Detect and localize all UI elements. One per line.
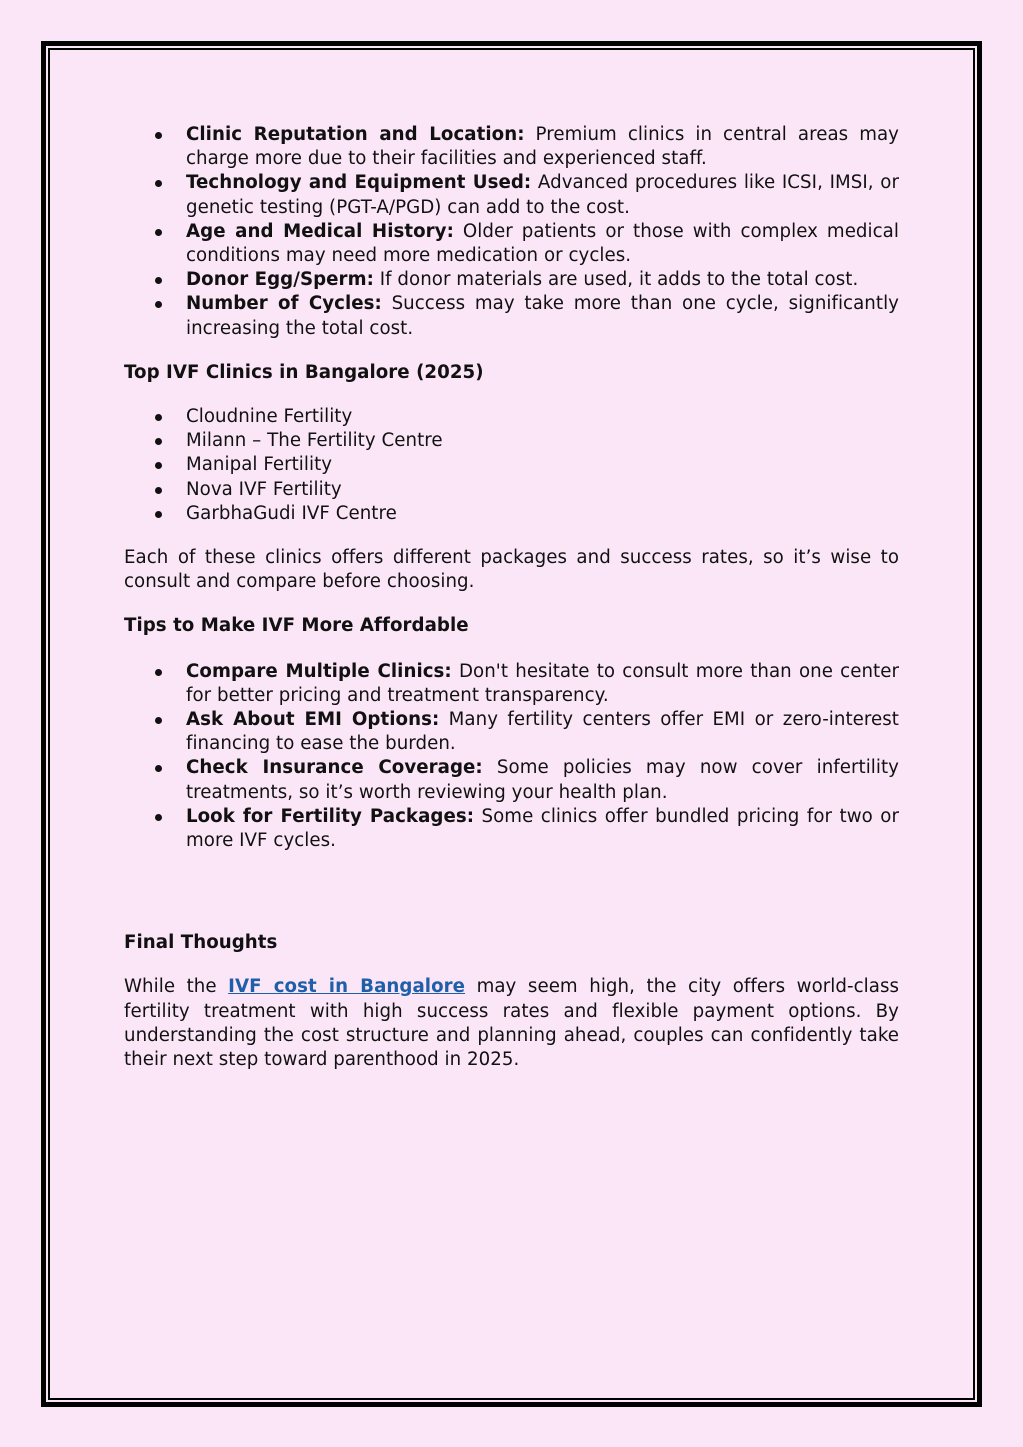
item-text: Premium clinics in central areas may charge more due to their facilities and experienced staff. [186, 124, 899, 170]
final-paragraph [124, 975, 899, 1072]
item-text: If donor materials are used, it adds to the total cost. [373, 269, 859, 291]
list-item: Milann – The Fertility Centre [186, 429, 899, 453]
item-term: Number of Cycles: [186, 293, 382, 315]
list-item [186, 171, 899, 219]
item-term: Technology and Equipment Used: [186, 172, 532, 194]
item-text: Some policies may now cover infertility treatments, so it’s worth reviewing your health plan. [186, 757, 899, 803]
list-item: Cloudnine Fertility [186, 405, 899, 429]
list-item: Manipal Fertility [186, 453, 899, 477]
item-term: Check Insurance Coverage: [186, 757, 483, 779]
list-item [186, 123, 899, 171]
clinics-heading: Top IVF Clinics in Bangalore (2025) [124, 361, 484, 383]
item-term: Look for Fertility Packages: [186, 805, 475, 827]
list-item [186, 660, 899, 708]
list-item [186, 292, 899, 340]
cost-factors-list [124, 123, 899, 341]
clinics-list [124, 405, 899, 526]
item-term: Ask About EMI Options: [186, 709, 440, 731]
item-term: Compare Multiple Clinics: [186, 660, 452, 682]
item-text: Don't hesitate to consult more than one center for better pricing and treatment transparency. [186, 660, 899, 706]
list-item [186, 268, 899, 292]
item-text: Many fertility centers offer EMI or zero-interest financing to ease the burden. [186, 709, 899, 755]
list-item [186, 220, 899, 268]
final-heading: Final Thoughts [124, 932, 278, 954]
final-text-after: may seem high, the city offers world-class fertility treatment with high success rates and flexible payment options. By understanding the cost structure and planning ahead, couples can confidently take their next step toward parenthood in 2025. [124, 976, 900, 1071]
final-text-before: While the [124, 976, 229, 998]
clinics-note: Each of these clinics offers different packages and success rates, so it’s wise to consult and compare before choosing. [124, 547, 899, 593]
list-item: Nova IVF Fertility [186, 478, 899, 502]
tips-list [124, 660, 899, 854]
list-item [186, 805, 899, 853]
item-text: Some clinics offer bundled pricing for two or more IVF cycles. [186, 805, 899, 852]
list-item: GarbhaGudi IVF Centre [186, 502, 899, 526]
document-content [124, 123, 899, 1072]
item-text: Success may take more than one cycle, significantly increasing the total cost. [186, 293, 899, 339]
list-item [186, 708, 899, 756]
item-term: Age and Medical History: [186, 220, 454, 242]
item-term: Clinic Reputation and Location: [186, 124, 525, 145]
list-item [186, 756, 899, 804]
tips-heading: Tips to Make IVF More Affordable [124, 615, 469, 637]
item-text: Advanced procedures like ICSI, IMSI, or genetic testing (PGT-A/PGD) can add to the cost. [186, 172, 899, 218]
item-text: Older patients or those with complex medical conditions may need more medication or cycles. [186, 220, 899, 267]
item-term: Donor Egg/Sperm: [186, 269, 374, 291]
ivf-cost-link[interactable]: IVF cost in Bangalore [228, 976, 466, 998]
